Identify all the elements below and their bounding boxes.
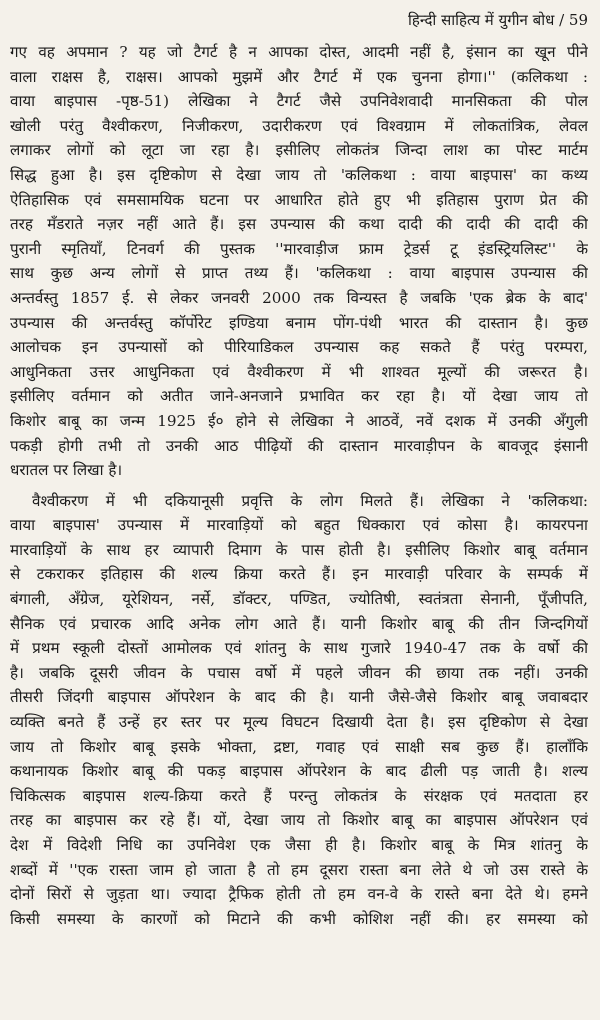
text-line: शब्दों में ''एक रास्ता जाम हो जाता है तो हम दूसरा रास्ता बना लेते थे जो उस रास्ते के xyxy=(10,860,588,879)
text-line: साथ कुछ अन्य लोगों से प्राप्त तथ्य हैं। 'कलिकथा : वाया बाइपास उपन्यास की xyxy=(10,264,588,283)
text-line: किसी समस्या के कारणों को मिटाने की कभी कोशिश नहीं की। हर समस्या को xyxy=(10,909,588,928)
text-line: उपन्यास की अन्तर्वस्तु कॉर्पोरेट इण्डिया बनाम पोंग-पंथी भारत की दास्तान है। कुछ xyxy=(10,313,588,332)
text-line: ऐतिहासिक एवं समसामयिक घटना पर आधारित होते हुए भी इतिहास पुराण प्रेत की xyxy=(10,190,588,209)
text-line: वाला राक्षस है, राक्षस। आपको मुझमें और टैगर्ट में एक चुनना होगा।'' (कलिकथा : xyxy=(10,67,588,86)
text-line: तरह का बाइपास कर रहे हैं। यों, देखा जाय तो किशोर बाबू का बाइपास ऑपरेशन एवं xyxy=(10,811,588,830)
text-line: वाया बाइपास -पृष्ठ-51) लेखिका ने टैगर्ट जैसे उपनिवेशवादी मानसिकता की पोल xyxy=(10,92,588,111)
text-line: जाय तो किशोर बाबू इसके भोक्ता, द्रष्टा, गवाह एवं साक्षी सब कुछ हैं। हालाँकि xyxy=(10,737,588,756)
text-line: वाया बाइपास' उपन्यास में मारवाड़ियों को बहुत धिक्कारा एवं कोसा है। कायरपना xyxy=(10,516,588,535)
text-line: देश में विदेशी निधि का उपनिवेश एक जैसा ही है। किशोर बाबू के मित्र शांतनु के xyxy=(10,836,588,854)
text-line: किशोर बाबू का जन्म 1925 ई० होने से लेखिका ने आठवें, नवें दशक में उनकी अँगुली xyxy=(10,411,588,430)
text-line: कथानायक किशोर बाबू की पकड़ बाइपास ऑपरेशन के बाद ढीली पड़ जाती है। शल्य xyxy=(10,762,588,781)
text-line: आधुनिकता उत्तर आधुनिकता एवं वैश्वीकरण में भी शाश्वत मूल्यों की जरूरत है। xyxy=(10,362,588,381)
text-line: पुरानी स्मृतियाँ, टिनवर्ग की पुस्तक ''मारवाड़ीज फ्राम ट्रेडर्स टू इंडस्ट्रियलिस्ट'' के xyxy=(10,239,588,258)
text-line: वैश्वीकरण में भी दकियानूसी प्रवृत्ति के लोग मिलते हैं। लेखिका ने 'कलिकथा: xyxy=(32,491,588,510)
text-line: से टकराकर इतिहास की शल्य क्रिया करते हैं। इन मारवाड़ी परिवार के सम्पर्क में xyxy=(10,565,588,584)
text-line: चिकित्सक बाइपास शल्य-क्रिया करते हैं परन्तु लोकतंत्र के संरक्षक एवं मतदाता हर xyxy=(10,786,588,805)
text-line: तीसरी जिंदगी बाइपास ऑपरेशन के बाद की है। यानी जैसे-जैसे किशोर बाबू जवाबदार xyxy=(10,688,588,707)
text-line: तरह मँडराते नज़र नहीं आते हैं। इस उपन्यास की कथा दादी की दादी की दादी की xyxy=(10,215,588,234)
text-line: आलोचक इन उपन्यासों को पीरियाडिकल उपन्यास कह सकते हैं परंतु परम्परा, xyxy=(10,338,588,357)
text-line: इसीलिए वर्तमान को अतीत जाने-अनजाने प्रभावित कर रहा है। यों देखा जाय तो xyxy=(10,387,588,406)
text-line: सिद्ध हुआ है। इस दृष्टिकोण से देखा जाय तो 'कलिकथा : वाया बाइपास' का कथ्य xyxy=(10,165,588,184)
paragraph-1 xyxy=(10,40,588,483)
text-line: मारवाड़ियों के साथ हर व्यापारी दिमाग के पास होती है। इसीलिए किशोर बाबू वर्तमान xyxy=(10,540,588,559)
paragraph-2 xyxy=(10,489,588,932)
text-line: धरातल पर लिखा है। xyxy=(10,461,123,480)
text-line: लगाकर लोगों को लूटा जा रहा है। इसीलिए लोकतंत्र जिन्दा लाश का पोस्ट मार्टम xyxy=(10,141,588,160)
text-line: पकड़ी होगी तभी तो उनकी आठ पीढ़ियों की दास्तान मारवाड़ीपन के बावजूद इंसानी xyxy=(10,436,588,455)
text-line: खोली परंतु वैश्वीकरण, निजीकरण, उदारीकरण एवं विश्वग्राम में लोकतांत्रिक, लेवल xyxy=(10,116,588,135)
text-line: गए वह अपमान ? यह जो टैगर्ट है न आपका दोस्त, आदमी नहीं है, इंसान का खून पीने xyxy=(10,43,588,61)
page-body xyxy=(10,40,588,931)
running-header: हिन्दी साहित्य में युगीन बोध / 59 xyxy=(407,11,588,29)
text-line: व्यक्ति बनते हैं उन्हें हर स्तर पर मूल्य विघटन दिखायी देता है। इस दृष्टिकोण से देखा xyxy=(10,713,588,732)
text-line: है। जबकि दूसरी जीवन के पचास वर्षो में पहले जीवन की छाया तक नहीं। उनकी xyxy=(10,663,588,682)
text-line: सैनिक एवं प्रचारक आदि अनेक लोग आते हैं। यानी किशोर बाबू की तीन जिन्दगियों xyxy=(10,614,588,633)
text-line: अन्तर्वस्तु 1857 ई. से लेकर जनवरी 2000 तक विन्यस्त है जबकि 'एक ब्रेक के बाद' xyxy=(10,288,588,307)
text-line: दोनों सिरों से जुड़ता था। ज्यादा ट्रैफिक होती तो हम वन-वे के रास्ते बना देते थे। हमने xyxy=(10,885,588,904)
text-line: में प्रथम स्कूली दोस्तों आमोलक एवं शांतनु के साथ गुजारे 1940-47 तक के वर्षो की xyxy=(10,639,588,658)
text-line: बंगाली, अँग्रेज, यूरेशियन, नर्से, डॉक्टर, पण्डित, ज्योतिषी, स्वतंत्रता सेनानी, पूँजीपति, xyxy=(10,590,588,609)
